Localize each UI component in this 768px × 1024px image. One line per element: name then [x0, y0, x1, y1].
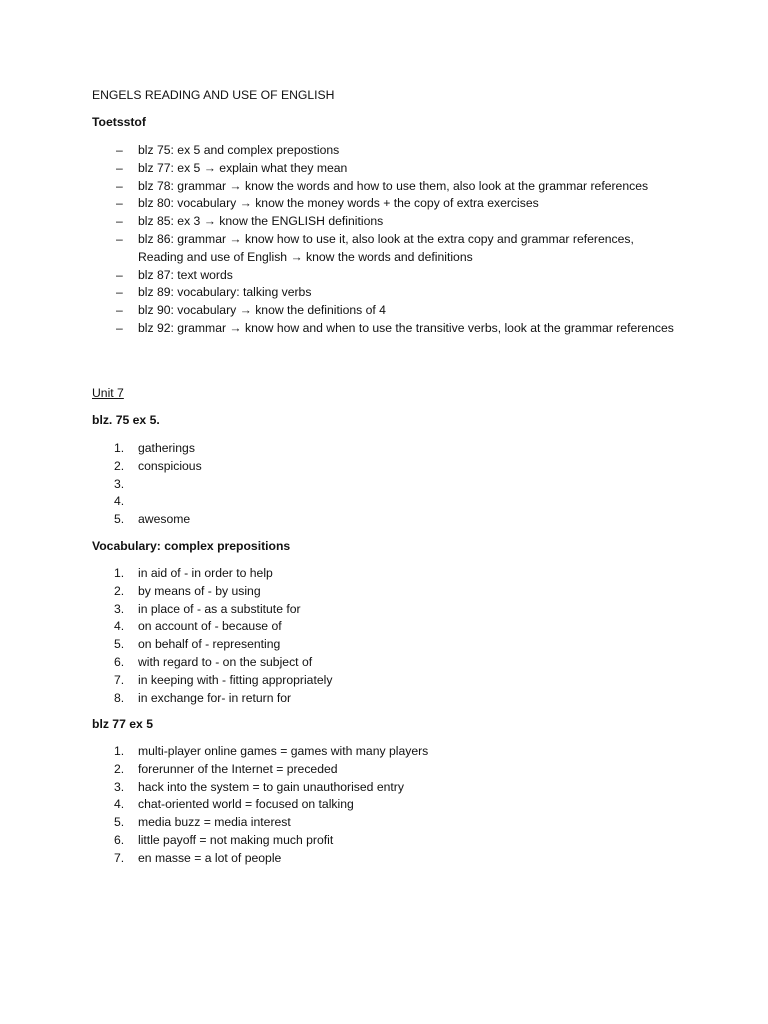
list-item	[0, 779, 768, 797]
list-number: 7.	[114, 850, 125, 865]
list-item	[0, 654, 768, 672]
list-item	[0, 302, 678, 320]
list-item	[0, 195, 678, 213]
list-item-text: little payoff = not making much profit	[138, 832, 334, 847]
list-number: 4.	[114, 494, 125, 509]
blz77-list	[0, 743, 768, 868]
list-item-text: blz 85: ex 3 → know the ENGLISH definitions	[138, 214, 384, 229]
dash-bullet: –	[116, 143, 123, 157]
list-item-text: blz 87: text words	[138, 267, 233, 282]
list-item-text: in exchange for- in return for	[138, 690, 292, 705]
list-item-text: multi-player online games = games with many players	[138, 744, 429, 758]
blz77-heading: blz 77 ex 5	[92, 717, 153, 731]
dash-bullet: –	[116, 214, 123, 229]
list-item	[0, 850, 768, 868]
list-item	[0, 814, 768, 832]
list-item-text: gatherings	[138, 441, 195, 455]
list-number: 6.	[114, 832, 125, 847]
list-number: 4.	[114, 619, 125, 634]
list-item	[0, 511, 768, 529]
list-item-text: awesome	[138, 512, 191, 527]
list-item-text: blz 92: grammar → know how and when to use the transitive verbs, look at the grammar references	[138, 320, 674, 335]
list-item-text: in keeping with - fitting appropriately	[138, 672, 333, 687]
list-number: 1.	[114, 566, 125, 580]
list-number: 1.	[114, 744, 125, 758]
list-item-text: chat-oriented world = focused on talking	[138, 797, 354, 812]
list-number: 1.	[114, 441, 125, 455]
list-item-text: blz 86: grammar → know how to use it, also look at the extra copy and grammar references, Reading and use of English → know the words and definitions	[138, 231, 634, 264]
list-number: 3.	[114, 476, 125, 491]
list-item	[0, 231, 678, 267]
toetsstof-heading: Toetsstof	[92, 115, 146, 129]
list-number: 2.	[114, 458, 125, 473]
list-item-text: blz 78: grammar → know the words and how to use them, also look at the grammar references	[138, 178, 649, 193]
list-item-text: en masse = a lot of people	[138, 850, 282, 865]
toetsstof-list	[0, 142, 768, 338]
list-item	[0, 178, 678, 196]
list-item	[0, 618, 768, 636]
list-item	[0, 690, 768, 708]
list-number: 7.	[114, 672, 125, 687]
list-item-text: blz 75: ex 5 and complex prepostions	[138, 143, 340, 157]
list-item	[0, 672, 768, 690]
list-item	[0, 213, 678, 231]
list-item-text: hack into the system = to gain unauthorised entry	[138, 779, 404, 794]
vocabulary-heading: Vocabulary: complex prepositions	[92, 539, 291, 553]
list-number: 6.	[114, 654, 125, 669]
dash-bullet: –	[116, 320, 123, 335]
list-item	[0, 284, 678, 302]
list-item	[0, 636, 768, 654]
blz75-heading: blz. 75 ex 5.	[92, 413, 160, 427]
list-item	[0, 832, 768, 850]
list-item-text: blz 90: vocabulary → know the definitions of 4	[138, 303, 386, 318]
vocabulary-list	[0, 565, 768, 707]
list-number: 3.	[114, 779, 125, 794]
list-item	[0, 601, 768, 619]
list-item	[0, 160, 678, 178]
list-number: 2.	[114, 761, 125, 776]
list-item-text: blz 80: vocabulary → know the money words + the copy of extra exercises	[138, 196, 539, 211]
dash-bullet: –	[116, 303, 123, 318]
list-item-text: blz 77: ex 5 → explain what they mean	[138, 160, 348, 175]
list-item	[0, 761, 768, 779]
list-item	[0, 583, 768, 601]
dash-bullet: –	[116, 285, 123, 300]
list-item	[0, 476, 768, 494]
list-item	[0, 493, 768, 511]
list-item-text: with regard to - on the subject of	[138, 654, 313, 669]
list-number: 5.	[114, 512, 125, 527]
document-title: ENGELS READING AND USE OF ENGLISH	[92, 88, 335, 102]
list-item	[0, 796, 768, 814]
dash-bullet: –	[116, 267, 123, 282]
blz75-list	[0, 440, 768, 529]
dash-bullet: –	[116, 231, 123, 246]
dash-bullet: –	[116, 160, 123, 175]
list-item	[0, 267, 678, 285]
list-number: 2.	[114, 583, 125, 598]
list-number: 5.	[114, 815, 125, 830]
list-item-text: on account of - because of	[138, 619, 282, 634]
dash-bullet: –	[116, 178, 123, 193]
unit-heading: Unit 7	[92, 386, 124, 400]
list-item	[0, 320, 678, 338]
list-number: 4.	[114, 797, 125, 812]
list-item-text: by means of - by using	[138, 583, 261, 598]
list-item-text: forerunner of the Internet = preceded	[138, 761, 338, 776]
list-number: 8.	[114, 690, 125, 705]
list-item	[0, 743, 768, 761]
dash-bullet: –	[116, 196, 123, 211]
list-item-text: on behalf of - representing	[138, 637, 281, 652]
list-item	[0, 565, 768, 583]
list-item	[0, 458, 768, 476]
list-number: 5.	[114, 637, 125, 652]
list-item-text: conspicious	[138, 458, 202, 473]
list-item-text: in place of - as a substitute for	[138, 601, 301, 616]
list-item-text: blz 89: vocabulary: talking verbs	[138, 285, 312, 300]
list-item-text: media buzz = media interest	[138, 815, 291, 830]
list-item	[0, 440, 768, 458]
list-number: 3.	[114, 601, 125, 616]
list-item-text: in aid of - in order to help	[138, 566, 273, 580]
list-item	[0, 142, 678, 160]
